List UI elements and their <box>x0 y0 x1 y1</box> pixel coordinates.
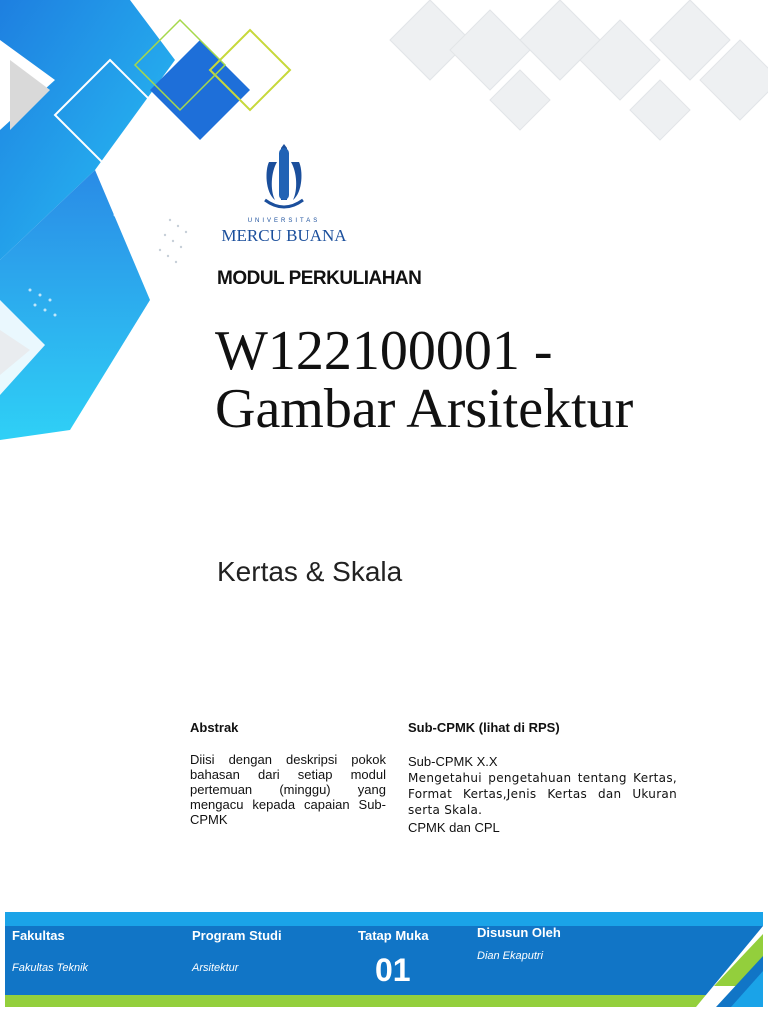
cpmk-cpl-label: CPMK dan CPL <box>408 820 500 835</box>
abstrak-heading: Abstrak <box>190 720 239 735</box>
sub-cpmk-description: Mengetahui pengetahuan tentang Kertas, Format Kertas,Jenis Kertas dan Ukuran serta Skala. <box>408 771 677 817</box>
fakultas-value: Fakultas Teknik <box>12 962 89 974</box>
footer-top-stripe <box>5 912 763 926</box>
tatap-muka-label: Tatap Muka <box>358 928 429 943</box>
sub-cpmk-heading: Sub-CPMK (lihat di RPS) <box>408 720 560 735</box>
university-logo <box>215 140 353 250</box>
tatap-muka-number: 01 <box>375 952 411 988</box>
topic-title: Kertas & Skala <box>217 556 403 587</box>
fakultas-label: Fakultas <box>12 928 65 943</box>
logo-name: MERCU BUANA <box>221 226 347 245</box>
disusun-oleh-label: Disusun Oleh <box>477 925 561 940</box>
module-label: MODUL PERKULIAHAN <box>217 268 422 289</box>
disusun-oleh-value: Dian Ekaputri <box>477 950 544 962</box>
footer-green-stripe <box>5 995 763 1007</box>
course-title: W122100001 - Gambar Arsitektur <box>215 320 634 440</box>
prodi-label: Program Studi <box>192 928 282 943</box>
mercu-buana-emblem <box>215 140 353 220</box>
sub-cpmk-code: Sub-CPMK X.X <box>408 754 498 769</box>
abstrak-body: Diisi dengan deskripsi pokok bahasan dari setiap modul pertemuan (minggu) yang mengacu kepada capaian Sub-CPMK <box>190 752 386 827</box>
logo-subtitle: UNIVERSITAS <box>247 218 321 224</box>
prodi-value: Arsitektur <box>192 962 239 974</box>
footer-corner-graphic <box>696 926 763 1007</box>
